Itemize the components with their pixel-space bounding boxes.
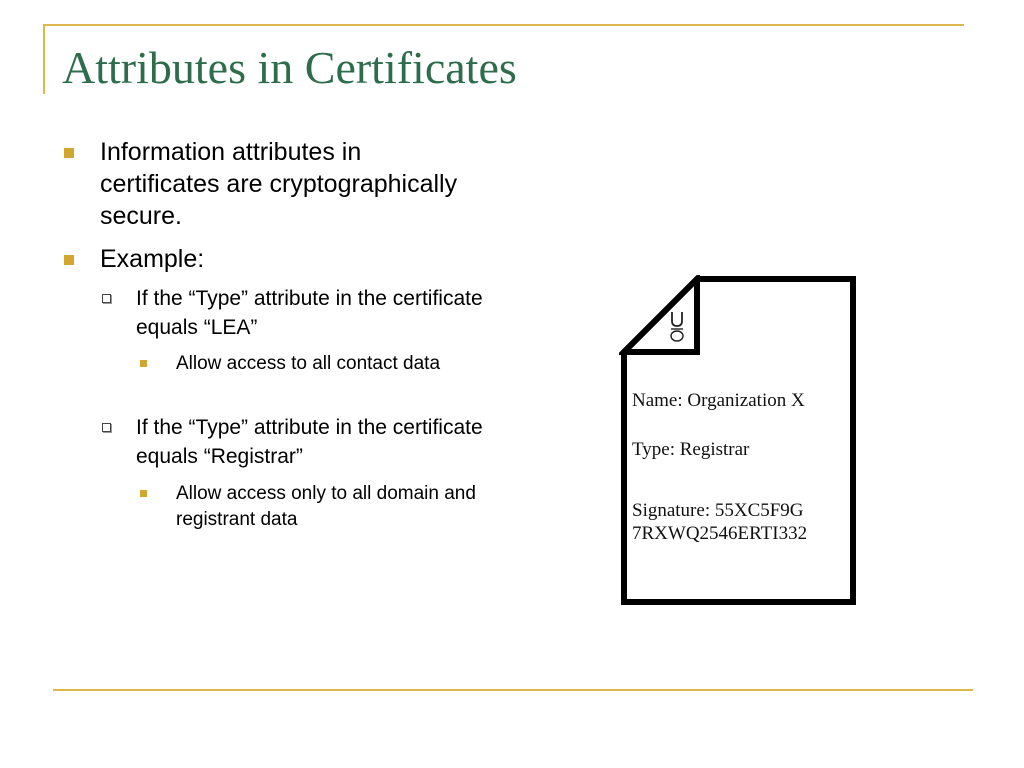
bullet-text: Example: (100, 245, 205, 273)
square-bullet-icon (140, 360, 147, 367)
certificate-name: Name: Organization X (632, 390, 805, 411)
sub-sub-bullet-text: Allow access only to all domain and registrant data (176, 483, 476, 530)
sub-sub-bullet-text: Allow access to all contact data (176, 353, 441, 374)
top-rule (43, 24, 964, 26)
left-rule (43, 24, 45, 94)
hollow-square-bullet-icon (102, 423, 111, 432)
square-bullet-icon (64, 148, 74, 158)
certificate-type: Type: Registrar (632, 439, 750, 460)
bullet-item (62, 243, 482, 275)
square-bullet-icon (64, 255, 74, 265)
bullet-item (62, 136, 482, 232)
sub-bullet-text: If the “Type” attribute in the certificate equals “Registrar” (136, 416, 483, 468)
certificate-signature-line-2: 7RXWQ2546ERTI332 (632, 523, 808, 544)
hollow-square-bullet-icon (102, 294, 111, 303)
sub-sub-bullet-item (138, 481, 498, 533)
square-bullet-icon (140, 490, 147, 497)
sub-bullet-item (100, 413, 510, 471)
slide-title: Attributes in Certificates (62, 42, 517, 93)
bottom-rule (53, 689, 973, 691)
sub-bullet-text: If the “Type” attribute in the certificate equals “LEA” (136, 287, 483, 339)
certificate-signature-line-1: Signature: 55XC5F9G (632, 500, 804, 521)
certificate-document (619, 275, 859, 607)
sub-sub-bullet-item (138, 351, 498, 377)
bullet-text: Information attributes in certificates are cryptographically secure. (100, 138, 458, 230)
sub-bullet-item (100, 284, 510, 342)
